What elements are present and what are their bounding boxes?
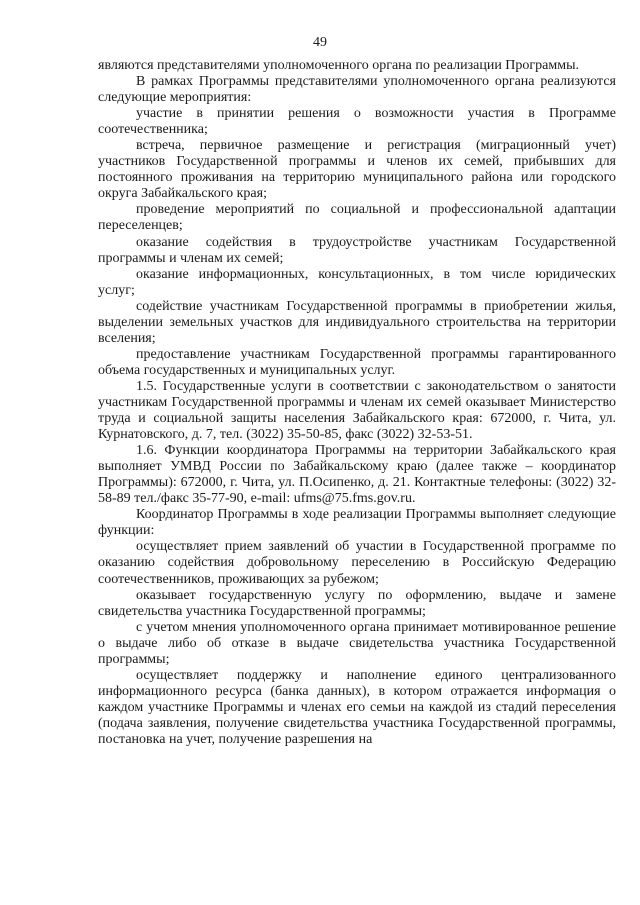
list-item: участие в принятии решения о возможности участия в Программе соотечественника;: [98, 106, 616, 138]
list-item: оказание информационных, консультационных, в том числе юридических услуг;: [98, 266, 616, 298]
page-number: 49: [313, 35, 327, 50]
list-item: с учетом мнения уполномоченного органа принимает мотивированное решение о выдаче либо об отказе в выдаче свидетельства участника Государственной программы;: [98, 619, 616, 667]
section-1-6: 1.6. Функции координатора Программы на территории Забайкальского края выполняет УМВД России по Забайкальскому краю (далее также – координатор Программы): 672000, г. Чита, ул. П.Осипенко, д. 21. Контактные телефоны: (3022) 32-58-89 тел./факс 35-77-90, e-mail: ufms@75.fms.gov.ru.: [98, 443, 616, 507]
paragraph-program-representatives: В рамках Программы представителями уполномоченного органа реализуются следующие мероприятия:: [98, 74, 616, 106]
document-body: [98, 58, 616, 748]
list-item: проведение мероприятий по социальной и профессиональной адаптации переселенцев;: [98, 202, 616, 234]
list-item: встреча, первичное размещение и регистрация (миграционный учет) участников Государственной программы и членов их семей, прибывших для постоянного проживания на территорию муниципального района или городского округа Забайкальского края;: [98, 138, 616, 202]
list-item: предоставление участникам Государственной программы гарантированного объема государственных и муниципальных услуг.: [98, 346, 616, 378]
list-item: осуществляет прием заявлений об участии в Государственной программе по оказанию содействия добровольному переселению в Российскую Федерацию соотечественников, проживающих за рубежом;: [98, 539, 616, 587]
paragraph-continuation: являются представителями уполномоченного органа по реализации Программы.: [98, 58, 579, 73]
section-1-5: 1.5. Государственные услуги в соответствии с законодательством о занятости участникам Государственной программы и членам их семей оказывает Министерство труда и социальной защиты населения Забайкальского края: 672000, г. Чита, ул. Курнатовского, д. 7, тел. (3022) 35-50-85, факс (3022) 32-53-51.: [98, 378, 616, 443]
list-item: оказывает государственную услугу по оформлению, выдаче и замене свидетельства участника Государственной программы;: [98, 587, 616, 619]
list-item: осуществляет поддержку и наполнение единого централизованного информационного ресурса (банка данных), в котором отражается информация о каждом участнике Программы и членах его семьи на каждой из стадий переселения (подача заявления, получение свидетельства участника Государственной программы, постановка на учет, получение разрешения на: [98, 667, 616, 747]
list-item: содействие участникам Государственной программы в приобретении жилья, выделении земельных участков для индивидуального строительства на территории вселения;: [98, 298, 616, 346]
list-item: оказание содействия в трудоустройстве участникам Государственной программы и членам их семей;: [98, 234, 616, 266]
paragraph-coordinator-functions: Координатор Программы в ходе реализации Программы выполняет следующие функции:: [98, 507, 616, 539]
